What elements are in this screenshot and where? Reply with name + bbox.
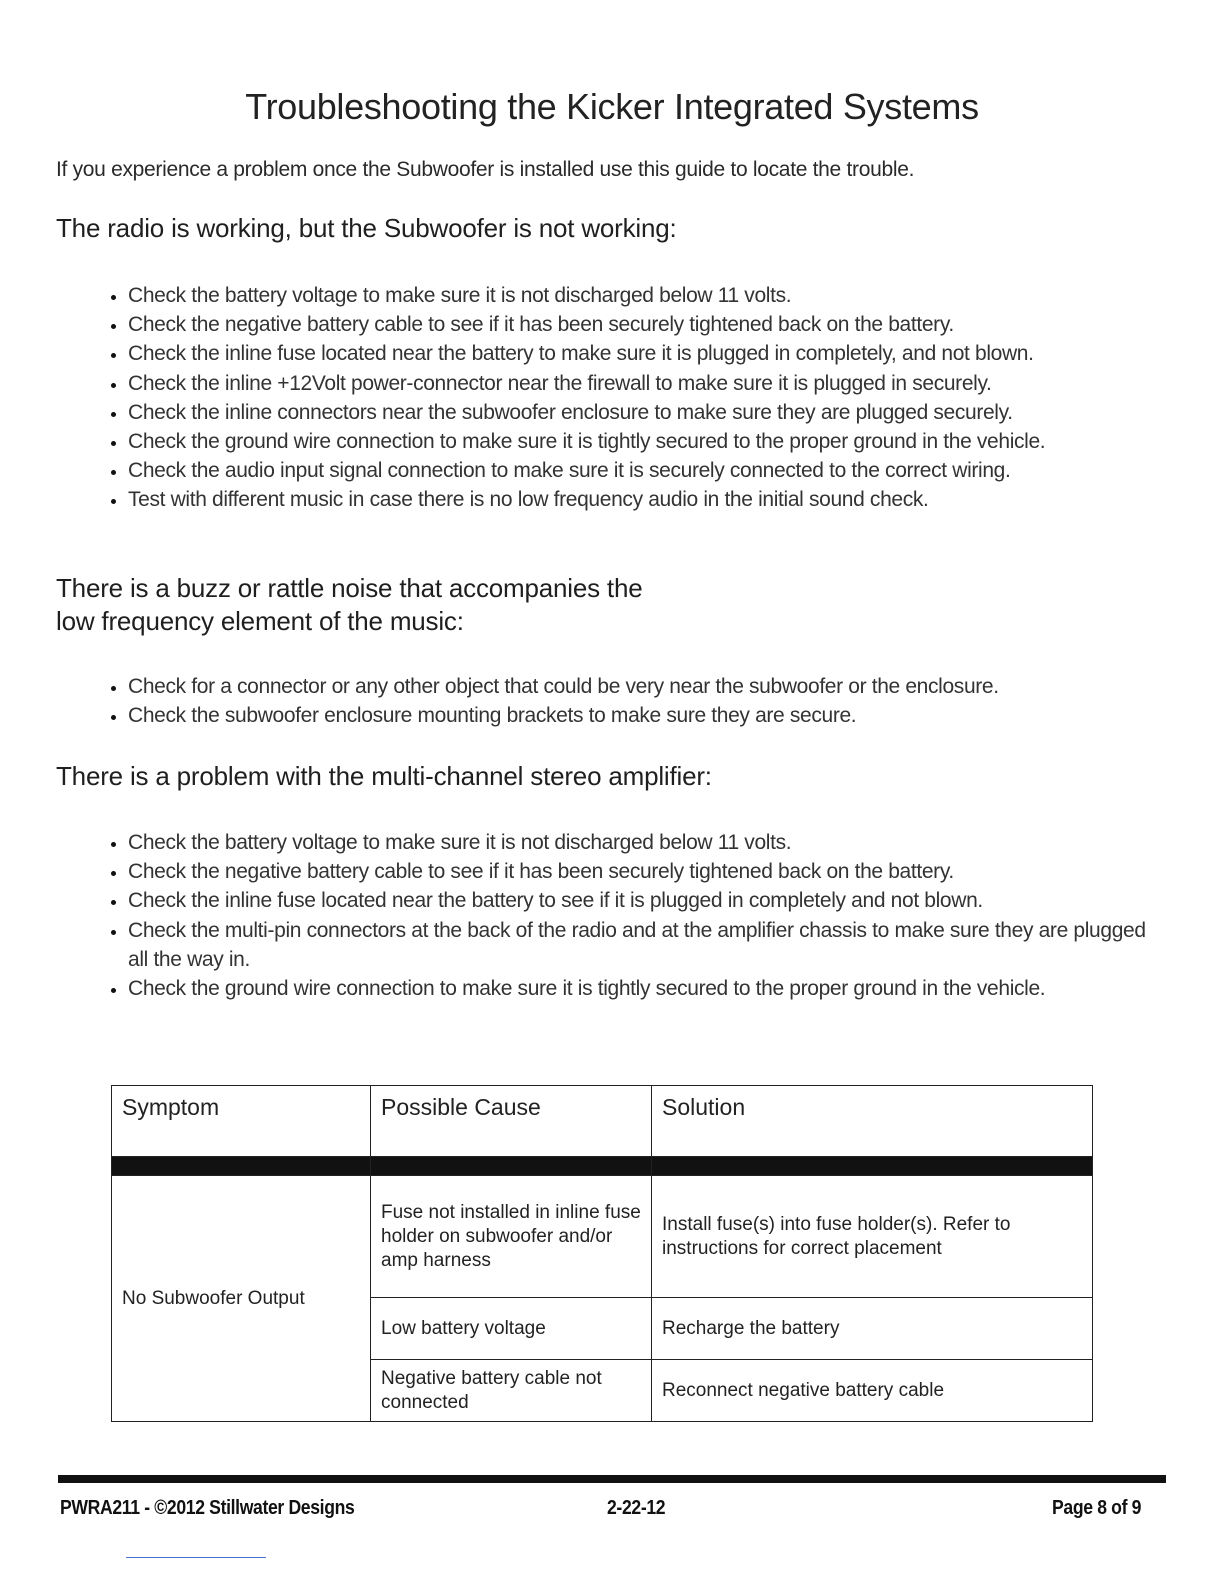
list-item: • Check the audio input signal connection to make sure it is securely connected to the correct wiring. [128,456,1188,485]
cause-cell: Low battery voltage [371,1298,652,1360]
list-item: • Check the battery voltage to make sure it is not discharged below 11 volts. [128,828,1188,857]
list-item: • Check the negative battery cable to see if it has been securely tightened back on the battery. [128,310,1188,339]
divider-cell [371,1157,652,1176]
list-item: • Test with different music in case there is no low frequency audio in the initial sound check. [128,485,1188,514]
decorative-underline [126,1557,266,1558]
solution-cell: Reconnect negative battery cable [652,1360,1093,1422]
list-item: • Check the inline connectors near the subwoofer enclosure to make sure they are plugged securely. [128,398,1188,427]
solution-cell: Recharge the battery [652,1298,1093,1360]
footer-date: 2-22-12 [607,1497,666,1519]
list-item: • Check the inline fuse located near the battery to make sure it is plugged in completely, and not blown. [128,339,1188,368]
section-heading-radio-working: The radio is working, but the Subwoofer is not working: [56,213,677,243]
list-item: • Check the multi-pin connectors at the back of the radio and at the amplifier chassis to make sure they are plugged all the way in. [128,916,1188,974]
list-item: • Check the ground wire connection to make sure it is tightly secured to the proper ground in the vehicle. [128,427,1188,456]
table-row [112,1176,1093,1298]
section1-list [56,281,1188,515]
heading-line: low frequency element of the music: [56,606,464,636]
section2-list [56,672,1188,730]
heading-line: There is a buzz or rattle noise that accompanies the [56,573,643,603]
list-item: • Check for a connector or any other object that could be very near the subwoofer or the enclosure. [128,672,1188,701]
table-header-row [112,1086,1093,1157]
troubleshooting-table [111,1085,1093,1422]
symptom-cell: No Subwoofer Output [112,1176,371,1422]
footer-rule [58,1475,1166,1483]
header-solution: Solution [652,1086,1093,1157]
cause-cell: Negative battery cable not connected [371,1360,652,1422]
footer-document-id: PWRA211 - ©2012 Stillwater Designs [60,1497,355,1519]
list-item: • Check the subwoofer enclosure mounting brackets to make sure they are secure. [128,701,1188,730]
table-divider-band [112,1157,1093,1176]
intro-text: If you experience a problem once the Subwoofer is installed use this guide to locate the trouble. [56,158,915,181]
divider-cell [652,1157,1093,1176]
header-symptom: Symptom [112,1086,371,1157]
cause-cell: Fuse not installed in inline fuse holder on subwoofer and/or amp harness [371,1176,652,1298]
section-heading-buzz-rattle [56,572,642,638]
divider-cell [112,1157,371,1176]
section3-list [56,828,1188,1003]
page-title: Troubleshooting the Kicker Integrated Systems [245,86,979,127]
list-item: • Check the negative battery cable to see if it has been securely tightened back on the battery. [128,857,1188,886]
footer-page-number: Page 8 of 9 [1052,1497,1142,1519]
solution-cell: Install fuse(s) into fuse holder(s). Refer to instructions for correct placement [652,1176,1093,1298]
list-item: • Check the inline +12Volt power-connector near the firewall to make sure it is plugged in securely. [128,369,1188,398]
list-item: • Check the inline fuse located near the battery to see if it is plugged in completely and not blown. [128,886,1188,915]
header-possible-cause: Possible Cause [371,1086,652,1157]
list-item: • Check the battery voltage to make sure it is not discharged below 11 volts. [128,281,1188,310]
section-heading-amplifier: There is a problem with the multi-channel stereo amplifier: [56,761,712,791]
list-item: • Check the ground wire connection to make sure it is tightly secured to the proper ground in the vehicle. [128,974,1188,1003]
